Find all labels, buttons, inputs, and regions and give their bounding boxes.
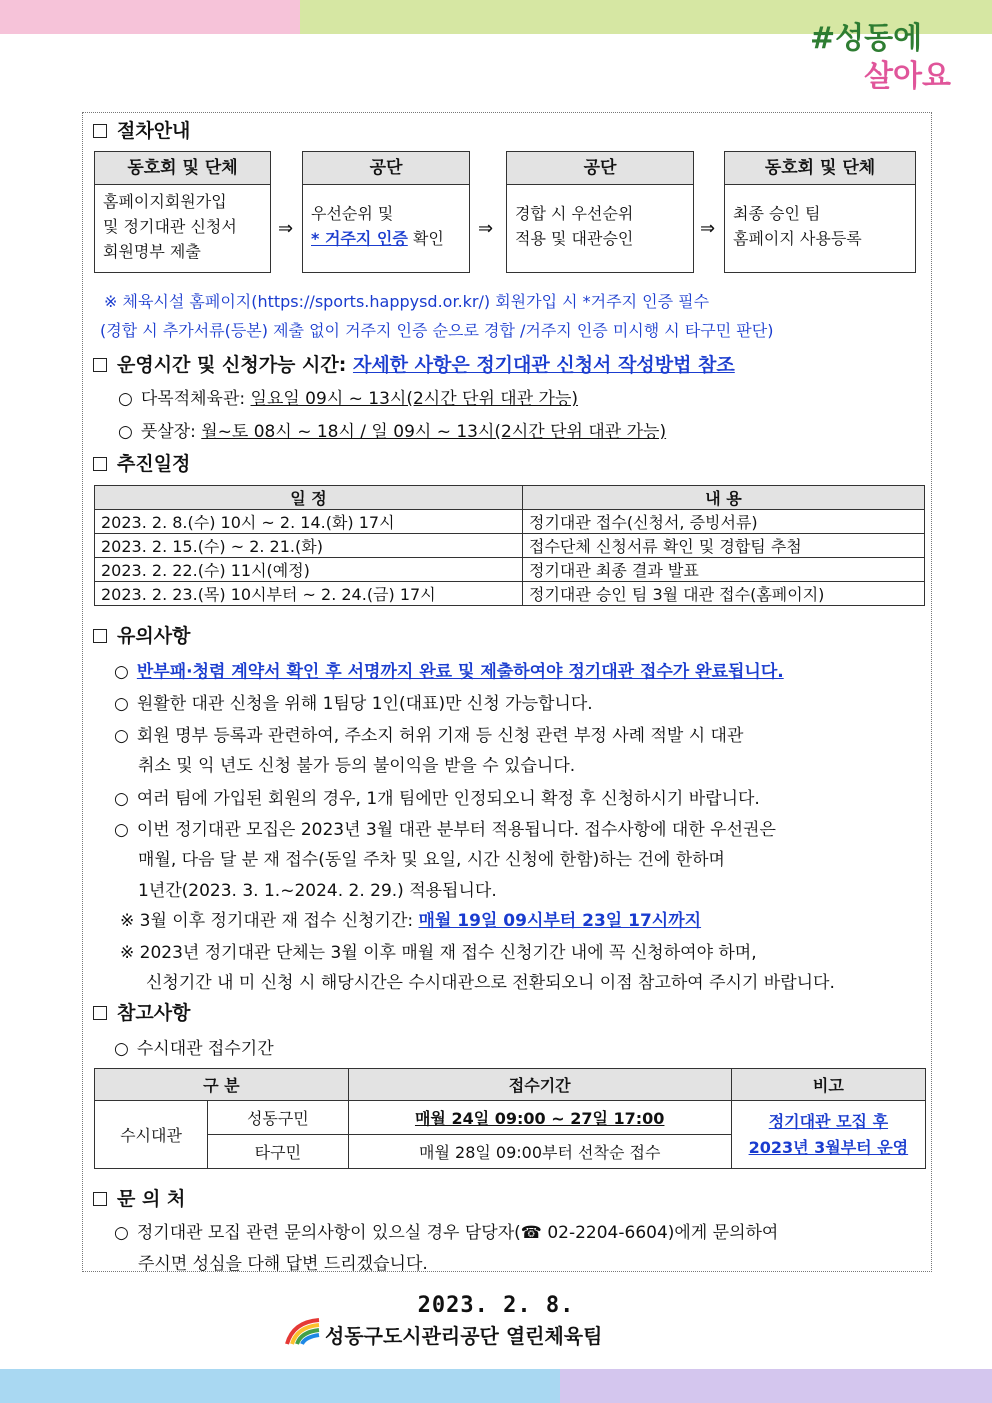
- step-2-line: 우선순위 및: [311, 204, 394, 223]
- step-3-head: 공단: [507, 152, 693, 185]
- circle-bullet-icon: ○: [114, 1039, 129, 1059]
- checkbox-square-icon: [93, 457, 107, 471]
- step-1-head: 동호회 및 단체: [95, 152, 270, 185]
- col-type: 구 분: [95, 1069, 349, 1101]
- reapply-period-value: 매월 19일 09시부터 23일 17시까지: [418, 911, 702, 931]
- slogan-top-text: #성동에: [810, 21, 923, 56]
- checkbox-square-icon: [93, 1192, 107, 1206]
- col-period: 접수기간: [348, 1069, 731, 1101]
- step-1-line: 회원명부 제출: [103, 242, 201, 261]
- circle-bullet-icon: ○: [114, 694, 129, 714]
- schedule-table: [94, 485, 925, 606]
- schedule-heading: 추진일정: [93, 449, 190, 476]
- procedure-heading: 절차안내: [93, 116, 190, 143]
- reference-sub: ○ 수시대관 접수기간: [114, 1039, 274, 1059]
- table-row: 2023. 2. 22.(수) 11시(예정) 정기대관 최종 결과 발표: [95, 558, 925, 582]
- circle-bullet-icon: ○: [114, 789, 129, 809]
- seongdong-slogan-logo: [804, 14, 974, 94]
- checkbox-square-icon: [93, 1006, 107, 1020]
- contact-heading: 문 의 처: [93, 1184, 185, 1211]
- reference-heading: 참고사항: [93, 998, 190, 1025]
- notes-heading: 유의사항: [93, 621, 190, 648]
- rainbow-logo-icon: [283, 1316, 323, 1346]
- walkin-rental-table: [94, 1068, 926, 1169]
- reapply-notice-b: 신청기간 내 미 신청 시 해당시간은 수시대관으로 전환되오니 이점 참고하여 주시기 바랍니다.: [146, 973, 835, 993]
- checkbox-square-icon: [93, 358, 107, 372]
- slogan-bottom-text: 살아요: [864, 59, 951, 94]
- rental-note: 정기대관 모집 후 2023년 3월부터 운영: [731, 1101, 925, 1169]
- step-2-line-rest: 확인: [407, 229, 444, 248]
- arrow-icon: ⇒: [700, 218, 716, 239]
- circle-bullet-icon: ○: [114, 662, 129, 682]
- arrow-icon: ⇒: [278, 218, 294, 239]
- step-4-line: 최종 승인 팀: [733, 204, 821, 223]
- checkbox-square-icon: [93, 124, 107, 138]
- residence-auth-emphasis: * 거주지 인증: [311, 229, 408, 248]
- row-type: 수시대관: [95, 1101, 208, 1169]
- others-label: 타구민: [208, 1135, 349, 1169]
- step-3-line: 경합 시 우선순위: [515, 204, 634, 223]
- residents-label: 성동구민: [208, 1101, 349, 1135]
- hours-heading: 운영시간 및 신청가능 시간: 자세한 사항은 정기대관 신청서 작성방법 참조: [93, 350, 735, 377]
- note-item-cont: 매월, 다음 달 분 재 접수(동일 주차 및 요일, 시간 신청에 한함)하는 건에 한하며: [138, 850, 725, 870]
- note-item: ○ 이번 정기대관 모집은 2023년 3월 대관 분부터 적용됩니다. 접수사항에 대한 우선권은: [114, 820, 776, 840]
- step-4-line: 홈페이지 사용등록: [733, 229, 862, 248]
- table-row: 2023. 2. 23.(목) 10시부터 ~ 2. 24.(금) 17시 정기대관 승인 팀 3월 대관 접수(홈페이지): [95, 582, 925, 606]
- step-3-line: 적용 및 대관승인: [515, 229, 634, 248]
- circle-bullet-icon: ○: [114, 726, 129, 746]
- note-item-cont: 취소 및 익 년도 신청 불가 등의 불이익을 받을 수 있습니다.: [138, 756, 576, 776]
- reapply-notice-a: ※ 2023년 정기대관 단체는 3월 이후 매월 재 접수 신청기간 내에 꼭 신청하여야 하며,: [120, 943, 757, 963]
- checkbox-square-icon: [93, 629, 107, 643]
- note-item-cont: 1년간(2023. 3. 1.~2024. 2. 29.) 적용됩니다.: [138, 881, 497, 901]
- anti-corruption-notice: ○ 반부패·청렴 계약서 확인 후 서명까지 완료 및 제출하여야 정기대관 접수가 완료됩니다.: [114, 662, 784, 682]
- futsal-hours: ○ 풋살장: 월~토 08시 ~ 18시 / 일 09시 ~ 13시(2시간 단위 대관 가능): [118, 422, 667, 442]
- step-4-head: 동호회 및 단체: [725, 152, 915, 185]
- table-row: 2023. 2. 15.(수) ~ 2. 21.(화) 접수단체 신청서류 확인 및 경합팀 추첨: [95, 534, 925, 558]
- resident-period: 매월 24일 09:00 ~ 27일 17:00: [414, 1109, 665, 1128]
- procedure-step-4: [724, 151, 916, 273]
- gym-hours: ○ 다목적체육관: 일요일 09시 ~ 13시(2시간 단위 대관 가능): [118, 389, 579, 409]
- circle-bullet-icon: ○: [118, 389, 133, 409]
- procedure-note-1: ※ 체육시설 홈페이지(https://sports.happysd.or.kr/) 회원가입 시 *거주지 인증 필수: [104, 292, 710, 311]
- circle-bullet-icon: ○: [114, 1223, 129, 1243]
- procedure-step-1: [94, 151, 271, 273]
- other-period: 매월 28일 09:00부터 선착순 접수: [348, 1135, 731, 1169]
- circle-bullet-icon: ○: [118, 422, 133, 442]
- bottom-color-band: [0, 1369, 992, 1403]
- reapply-period: ※ 3월 이후 정기대관 재 접수 신청기간: 매월 19일 09시부터 23일 17시까지: [120, 911, 702, 931]
- note-item: ○ 회원 명부 등록과 관련하여, 주소지 허위 기재 등 신청 관련 부정 사례 적발 시 대관: [114, 726, 744, 746]
- contact-line-2: 주시면 성심을 다해 답변 드리겠습니다.: [138, 1254, 428, 1274]
- procedure-note-2: (경합 시 추가서류(등본) 제출 없이 거주지 인증 순으로 경합 /거주지 인증 미시행 시 타구민 판단): [100, 321, 774, 340]
- organization-name: 성동구도시관리공단 열린체육팀: [325, 1324, 603, 1348]
- schedule-col-content: 내 용: [523, 486, 925, 510]
- step-1-line: 홈페이지회원가입: [103, 192, 227, 211]
- arrow-icon: ⇒: [478, 218, 494, 239]
- note-item: ○ 원활한 대관 신청을 위해 1팀당 1인(대표)만 신청 가능합니다.: [114, 694, 593, 714]
- hours-guide-reference: 자세한 사항은 정기대관 신청서 작성방법 참조: [352, 354, 735, 376]
- document-date: 2023. 2. 8.: [417, 1293, 575, 1318]
- table-row: 2023. 2. 8.(수) 10시 ~ 2. 14.(화) 17시 정기대관 접수(신청서, 증빙서류): [95, 510, 925, 534]
- col-note: 비고: [731, 1069, 925, 1101]
- schedule-col-date: 일 정: [95, 486, 523, 510]
- circle-bullet-icon: ○: [114, 820, 129, 840]
- procedure-step-3: [506, 151, 694, 273]
- step-2-head: 공단: [303, 152, 469, 185]
- note-item: ○ 여러 팀에 가입된 회원의 경우, 1개 팀에만 인정되오니 확정 후 신청하시기 바랍니다.: [114, 789, 760, 809]
- table-row: [95, 1101, 926, 1135]
- contact-line-1: ○ 정기대관 모집 관련 문의사항이 있으실 경우 담당자(☎ 02-2204-6604)에게 문의하여: [114, 1223, 779, 1243]
- step-1-line: 및 정기대관 신청서: [103, 217, 237, 236]
- procedure-step-2: [302, 151, 470, 273]
